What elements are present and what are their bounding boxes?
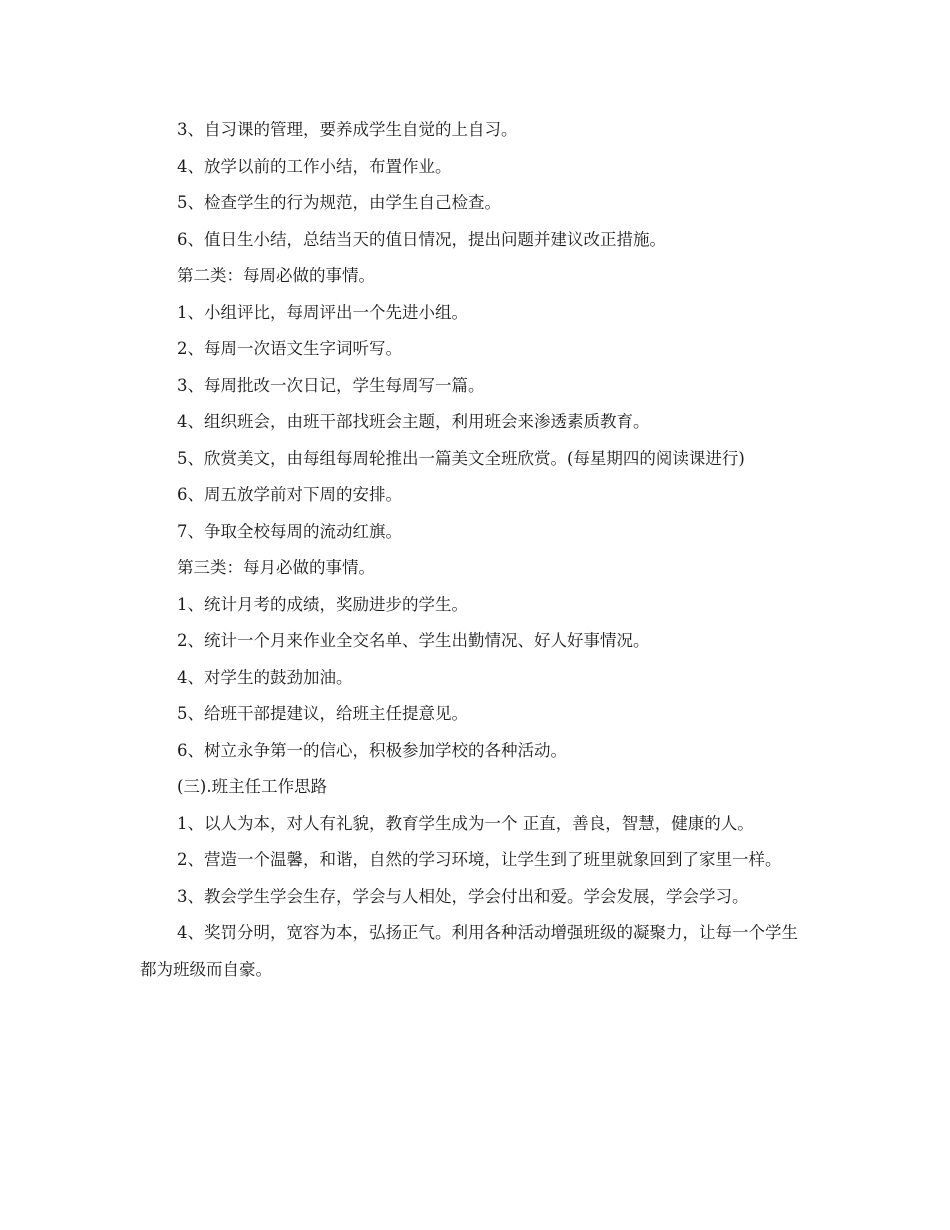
paragraph: 4、放学以前的工作小结，布置作业。 <box>177 156 452 176</box>
paragraph: 4、组织班会，由班干部找班会主题，利用班会来渗透素质教育。 <box>177 412 650 431</box>
paragraph: 4、对学生的鼓劲加油。 <box>177 667 353 687</box>
section-heading: (三).班主任工作思路 <box>177 777 328 796</box>
paragraph: 2、营造一个温馨，和谐，自然的学习环境，让学生到了班里就象回到了家里一样。 <box>177 850 782 869</box>
section-heading: 第三类：每月必做的事情。 <box>177 558 375 577</box>
paragraph: 1、以人为本，对人有礼貌，教育学生成为一个 正直，善良，智慧，健康的人。 <box>177 813 754 833</box>
paragraph: 1、小组评比，每周评出一个先进小组。 <box>177 302 468 322</box>
paragraph: 2、统计一个月来作业全交名单、学生出勤情况、好人好事情况。 <box>177 631 650 650</box>
paragraph: 4、奖罚分明，宽容为本，弘扬正气。利用各种活动增强班级的凝聚力，让每一个学生都为班级而自豪。 <box>140 923 798 979</box>
paragraph: 2、每周一次语文生字词听写。 <box>177 339 402 358</box>
paragraph: 3、每周批改一次日记，学生每周写一篇。 <box>177 375 485 395</box>
paragraph: 6、周五放学前对下周的安排。 <box>177 485 402 504</box>
paragraph: 1、统计月考的成绩，奖励进步的学生。 <box>177 594 468 614</box>
paragraph: 5、给班干部提建议，给班主任提意见。 <box>177 704 468 723</box>
paragraph: 5、欣赏美文，由每组每周轮推出一篇美文全班欣赏。(每星期四的阅读课进行) <box>177 448 745 468</box>
paragraph: 6、值日生小结，总结当天的值日情况，提出问题并建议改正措施。 <box>177 229 666 249</box>
paragraph: 3、自习课的管理，要养成学生自觉的上自习。 <box>177 120 518 139</box>
paragraph: 6、树立永争第一的信心，积极参加学校的各种活动。 <box>177 740 567 760</box>
paragraph: 5、检查学生的行为规范，由学生自己检查。 <box>177 193 501 212</box>
section-heading: 第二类：每周必做的事情。 <box>177 266 375 285</box>
paragraph: 3、教会学生学会生存，学会与人相处，学会付出和爱。学会发展，学会学习。 <box>177 886 749 906</box>
document-body <box>140 112 810 988</box>
paragraph: 7、争取全校每周的流动红旗。 <box>177 521 402 541</box>
